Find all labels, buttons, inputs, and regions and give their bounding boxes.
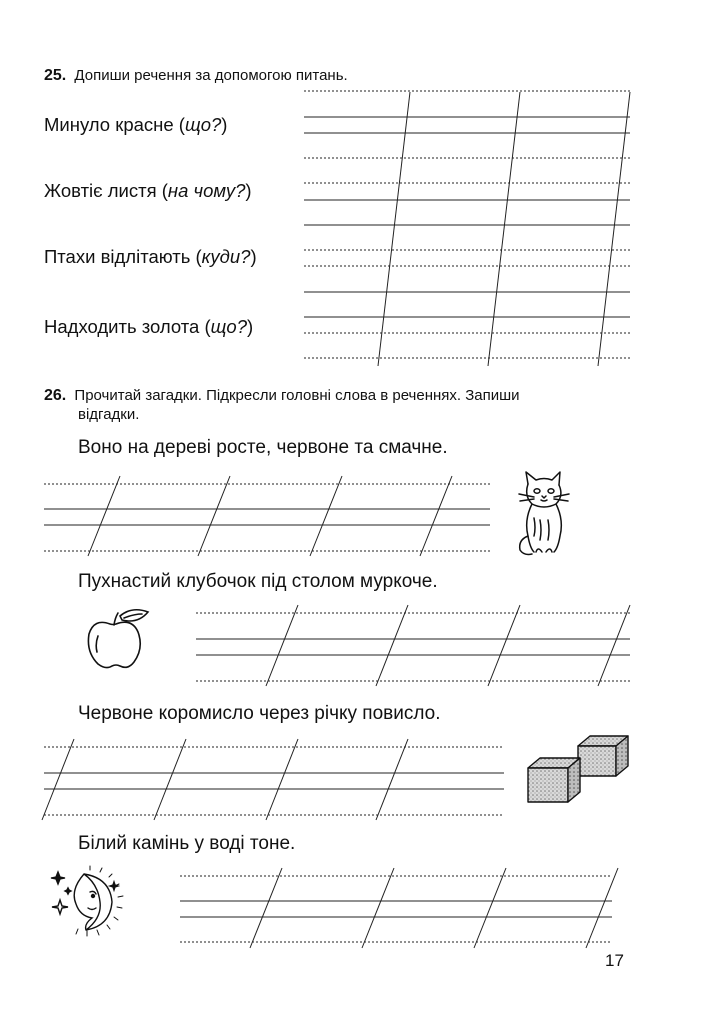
riddle-text: Воно на дереві росте, червоне та смачне. bbox=[78, 437, 448, 458]
slant-line bbox=[474, 868, 506, 948]
question-word: що? bbox=[184, 114, 222, 135]
riddle-text: Червоне коромисло через річку повисло. bbox=[78, 703, 441, 724]
task-instruction: Прочитай загадки. Підкресли головні слова в реченнях. Запиши bbox=[74, 387, 520, 404]
apple-icon bbox=[84, 606, 154, 672]
cat-icon bbox=[514, 470, 574, 560]
slant-line bbox=[420, 476, 452, 556]
bracket: ) bbox=[246, 316, 254, 337]
sentence-prompt bbox=[44, 180, 252, 202]
question-word: на чому? bbox=[167, 180, 246, 201]
sentence-prompt bbox=[44, 246, 257, 268]
slant-line bbox=[266, 605, 298, 686]
slant-line bbox=[88, 476, 120, 556]
page-number: 17 bbox=[605, 951, 624, 970]
bracket: ) bbox=[221, 114, 228, 135]
slant-line bbox=[250, 868, 282, 948]
slant-line bbox=[488, 605, 520, 686]
slant-line bbox=[362, 868, 394, 948]
task-number: 26. bbox=[44, 387, 67, 404]
sentence-text: Птахи відлітають ( bbox=[44, 246, 202, 267]
task-26-header bbox=[44, 386, 644, 424]
sentence-prompt bbox=[44, 114, 227, 136]
slant-line bbox=[198, 476, 230, 556]
sentence-text: Минуло красне ( bbox=[44, 114, 185, 135]
question-word: куди? bbox=[201, 246, 251, 267]
task-number: 25. bbox=[44, 67, 67, 84]
task-instruction: відгадки. bbox=[78, 406, 140, 423]
sentence-prompt bbox=[44, 316, 253, 338]
slant-line bbox=[586, 868, 618, 948]
slant-line bbox=[310, 476, 342, 556]
slant-line bbox=[154, 739, 186, 820]
riddle-text: Білий камінь у воді тоне. bbox=[78, 833, 296, 854]
moon-stars-icon bbox=[46, 864, 128, 938]
slant-line bbox=[266, 739, 298, 820]
slant-line bbox=[598, 605, 630, 686]
bracket: ) bbox=[245, 180, 252, 201]
slant-line bbox=[376, 739, 408, 820]
slant-line bbox=[376, 605, 408, 686]
cubes-icon bbox=[524, 734, 632, 806]
slant-line bbox=[42, 739, 74, 820]
task-25-header bbox=[44, 66, 348, 85]
task-instruction: Допиши речення за допомогою питань. bbox=[74, 67, 348, 84]
question-word: що? bbox=[210, 316, 247, 337]
sentence-text: Жовтіє листя ( bbox=[44, 180, 168, 201]
sentence-text: Надходить золота ( bbox=[44, 316, 211, 337]
riddle-text: Пухнастий клубочок під столом муркоче. bbox=[78, 571, 438, 592]
bracket: ) bbox=[250, 246, 257, 267]
